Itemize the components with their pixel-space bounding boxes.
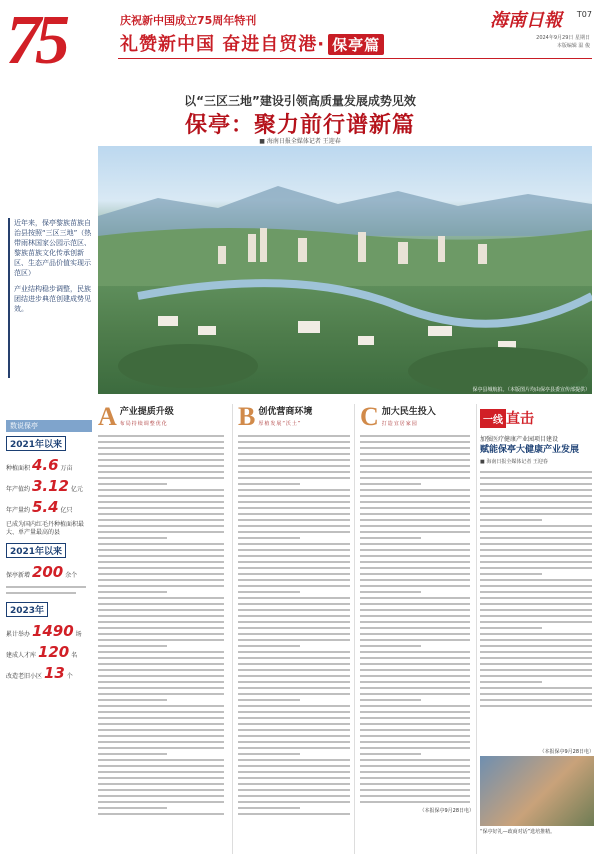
text-line xyxy=(98,717,224,719)
text-line xyxy=(480,639,592,641)
text-line xyxy=(98,597,224,599)
text-line xyxy=(98,651,224,653)
text-line xyxy=(480,477,592,479)
stat-item: 年产值约 3.12 亿元 xyxy=(6,477,83,495)
text-line xyxy=(238,603,350,605)
text-line xyxy=(480,615,592,617)
text-line xyxy=(480,633,592,635)
side-article-credit: （本报保亭9月28日电） xyxy=(539,749,594,755)
text-line xyxy=(360,639,470,641)
text-line xyxy=(238,675,350,677)
text-line xyxy=(360,657,470,659)
text-line xyxy=(98,543,224,545)
text-line xyxy=(98,639,224,641)
text-line xyxy=(480,651,592,653)
text-line xyxy=(480,645,592,647)
text-line xyxy=(480,579,592,581)
text-line xyxy=(238,699,300,701)
side-article-byline: ■ 海南日报全媒体记者 王迎春 xyxy=(480,459,548,465)
lead-paragraph: 产业结构稳步调整，民族团结进步典范创建成势见效。 xyxy=(14,285,91,313)
text-line xyxy=(360,507,470,509)
text-line xyxy=(480,705,592,707)
text-line xyxy=(238,801,350,803)
stat-note: 已成为国内红毛丹种植面积最大、单产量最高的县 xyxy=(6,521,85,536)
text-line xyxy=(480,603,592,605)
text-line xyxy=(98,621,224,623)
text-line xyxy=(238,693,350,695)
text-line xyxy=(480,585,592,587)
text-line xyxy=(98,645,167,647)
text-line xyxy=(98,537,167,539)
text-line xyxy=(360,771,470,773)
text-line xyxy=(238,555,350,557)
text-line xyxy=(238,597,350,599)
text-line xyxy=(360,555,470,557)
theme-main: 礼赞新中国 奋进自贸港· xyxy=(120,34,326,55)
text-line xyxy=(238,789,350,791)
text-line xyxy=(98,663,224,665)
article-kicker: 以“三区三地”建设引领高质量发展成势见效 xyxy=(184,94,416,108)
text-line xyxy=(238,705,350,707)
text-line xyxy=(98,777,224,779)
text-line xyxy=(238,735,350,737)
text-line xyxy=(238,729,350,731)
text-line xyxy=(98,699,167,701)
issue-meta xyxy=(536,34,590,50)
stat-item: 保亭新增 200 余个 xyxy=(6,563,78,581)
text-line xyxy=(360,747,470,749)
text-line xyxy=(98,579,224,581)
text-line xyxy=(238,639,350,641)
text-line xyxy=(360,591,421,593)
text-line xyxy=(360,489,470,491)
text-line xyxy=(98,765,224,767)
frontline-tag: 一线 xyxy=(480,409,506,428)
text-line xyxy=(98,789,224,791)
text-line xyxy=(360,519,470,521)
text-line xyxy=(360,717,470,719)
text-line xyxy=(360,465,470,467)
text-line xyxy=(238,711,350,713)
text-line xyxy=(480,471,592,473)
text-line xyxy=(238,471,350,473)
text-line xyxy=(238,765,350,767)
text-line xyxy=(360,663,470,665)
text-line xyxy=(98,495,224,497)
text-line xyxy=(238,561,350,563)
text-line xyxy=(98,783,224,785)
section-body xyxy=(238,435,366,815)
text-line xyxy=(98,771,224,773)
section-letter: C xyxy=(360,402,379,431)
text-line xyxy=(360,495,470,497)
text-line xyxy=(360,801,470,803)
text-line xyxy=(360,501,470,503)
column-divider xyxy=(476,404,477,854)
text-line xyxy=(98,723,224,725)
text-line xyxy=(360,627,470,629)
text-line xyxy=(360,543,470,545)
lead-summary xyxy=(8,218,92,378)
frontline-badge xyxy=(480,408,594,430)
text-line xyxy=(98,681,224,683)
text-line xyxy=(360,765,470,767)
text-line xyxy=(360,441,470,443)
text-line xyxy=(98,549,224,551)
section-title: 加大民生投入 xyxy=(381,407,436,417)
page-number: T07 xyxy=(576,10,592,19)
text-line xyxy=(360,669,470,671)
text-line xyxy=(480,495,592,497)
text-line xyxy=(360,471,470,473)
text-line xyxy=(360,693,470,695)
text-line xyxy=(360,753,421,755)
text-line xyxy=(360,729,470,731)
text-line xyxy=(360,483,421,485)
text-line xyxy=(98,525,224,527)
text-line xyxy=(480,663,592,665)
text-line xyxy=(98,447,224,449)
text-line xyxy=(98,801,224,803)
text-line xyxy=(98,675,224,677)
text-line xyxy=(98,471,224,473)
text-line xyxy=(480,591,592,593)
side-article-kicker: 加强医疗健康产业园项目建设 xyxy=(480,436,559,443)
text-line xyxy=(98,657,224,659)
text-line xyxy=(360,735,470,737)
aerial-photo xyxy=(98,146,592,394)
section-title: 产业提质升级 xyxy=(119,407,174,417)
text-line xyxy=(360,651,470,653)
text-line xyxy=(480,531,592,533)
text-line xyxy=(98,501,224,503)
text-line xyxy=(98,489,224,491)
photo-caption: 保亭县城航拍。（本版图片均由保亭县委宣传部提供） xyxy=(472,387,590,393)
text-line xyxy=(98,729,224,731)
text-line xyxy=(360,783,470,785)
stat-item: 种植面积 4.6 万亩 xyxy=(6,456,73,474)
lead-paragraph: 近年来，保亭黎族苗族自治县按照“三区三地”（热带雨林国家公园示范区、黎族苗族文化传承创新区、生态产品价值实现示范区） xyxy=(14,219,92,277)
text-line xyxy=(98,807,167,809)
text-line xyxy=(98,561,224,563)
text-line xyxy=(98,747,224,749)
side-photo-caption: “保亭好礼—政商对话”选培推精。 xyxy=(480,829,556,835)
text-line xyxy=(480,537,592,539)
text-line xyxy=(238,657,350,659)
text-line xyxy=(238,513,350,515)
text-line xyxy=(480,507,592,509)
text-line xyxy=(238,519,350,521)
text-line xyxy=(360,585,470,587)
text-line xyxy=(238,573,350,575)
anniversary-logo: 75 xyxy=(6,2,64,79)
text-line xyxy=(480,501,592,503)
text-line xyxy=(238,453,350,455)
text-line xyxy=(98,813,224,815)
text-line xyxy=(238,663,350,665)
text-line xyxy=(480,573,542,575)
text-line xyxy=(480,669,592,671)
text-line xyxy=(98,759,224,761)
text-line xyxy=(238,741,350,743)
text-line xyxy=(238,483,300,485)
side-article-photo xyxy=(480,756,594,826)
text-line xyxy=(238,771,350,773)
text-line xyxy=(480,657,592,659)
text-line xyxy=(98,693,224,695)
text-line xyxy=(98,465,224,467)
text-line xyxy=(480,699,592,701)
section-c xyxy=(360,404,474,814)
frontline-tag-2: 直击 xyxy=(506,412,534,427)
text-line xyxy=(98,555,224,557)
section-subtitle: 布局持续调整优化 xyxy=(119,421,168,427)
section-subtitle: 厚植发展“沃土” xyxy=(258,421,302,427)
text-line xyxy=(238,543,350,545)
text-line xyxy=(360,759,470,761)
text-line xyxy=(360,609,470,611)
text-line xyxy=(480,627,542,629)
text-line xyxy=(238,795,350,797)
text-line xyxy=(238,783,350,785)
text-line xyxy=(480,693,592,695)
text-line xyxy=(98,633,224,635)
side-article-body xyxy=(480,468,594,711)
article-byline: ■ 海南日报全媒体记者 王迎春 xyxy=(259,138,341,145)
text-line xyxy=(98,477,224,479)
text-line xyxy=(98,567,224,569)
text-line xyxy=(360,435,470,437)
text-line xyxy=(360,579,470,581)
issue-date: 2024年9月29日 星期日 xyxy=(536,35,590,41)
text-line xyxy=(360,615,470,617)
text-line xyxy=(238,813,350,815)
text-line xyxy=(98,669,224,671)
text-line xyxy=(238,435,350,437)
text-line xyxy=(360,795,470,797)
text-line xyxy=(238,609,350,611)
text-line xyxy=(360,573,470,575)
text-line xyxy=(360,567,470,569)
text-line xyxy=(360,645,421,647)
text-line xyxy=(360,675,470,677)
section-a xyxy=(98,404,226,819)
text-line xyxy=(360,723,470,725)
text-line xyxy=(98,591,167,593)
text-line xyxy=(360,687,470,689)
text-line xyxy=(238,585,350,587)
text-line xyxy=(238,777,350,779)
text-line xyxy=(238,495,350,497)
text-line xyxy=(360,513,470,515)
text-line xyxy=(480,567,592,569)
text-line xyxy=(480,675,592,677)
text-line xyxy=(480,525,592,527)
text-line xyxy=(98,531,224,533)
section-body xyxy=(98,435,226,815)
stat-item: 改造老旧小区 13 个 xyxy=(6,664,73,682)
text-line xyxy=(480,513,592,515)
text-line xyxy=(98,627,224,629)
text-line xyxy=(480,555,592,557)
side-article-title: 赋能保亭大健康产业发展 xyxy=(480,445,580,455)
section-b xyxy=(238,404,366,819)
text-line xyxy=(238,489,350,491)
section-body xyxy=(360,435,474,803)
text-line xyxy=(480,609,592,611)
article-title: 保亭：聚力前行谱新篇 xyxy=(184,113,415,138)
text-line xyxy=(360,603,470,605)
text-line xyxy=(98,507,224,509)
text-line xyxy=(238,807,300,809)
text-line xyxy=(238,627,350,629)
text-line xyxy=(98,711,224,713)
text-line xyxy=(360,597,470,599)
text-line xyxy=(360,789,470,791)
paper-name: 海南日報 xyxy=(490,10,562,30)
stat-item: 年产量约 5.4 亿只 xyxy=(6,498,73,516)
text-line xyxy=(238,591,300,593)
section-letter: A xyxy=(98,402,117,431)
text-line xyxy=(238,579,350,581)
text-line xyxy=(360,477,470,479)
text-line xyxy=(360,561,470,563)
text-line xyxy=(360,705,470,707)
text-line xyxy=(360,453,470,455)
text-line xyxy=(480,549,592,551)
text-line xyxy=(238,753,300,755)
aerial-photo-art xyxy=(98,146,592,394)
text-line xyxy=(480,687,592,689)
masthead-rule xyxy=(118,58,592,59)
text-line xyxy=(238,681,350,683)
text-line xyxy=(360,525,470,527)
stats-head: 2021年以来 xyxy=(6,543,66,558)
text-line xyxy=(360,447,470,449)
text-line xyxy=(480,597,592,599)
text-line xyxy=(98,435,224,437)
stats-head: 2023年 xyxy=(6,602,48,617)
text-line xyxy=(238,651,350,653)
text-line xyxy=(238,759,350,761)
text-line xyxy=(480,519,542,521)
theme-banner xyxy=(120,30,384,56)
text-line xyxy=(480,489,592,491)
text-line xyxy=(98,615,224,617)
text-line xyxy=(238,447,350,449)
stat-item: 建成人才库 120 名 xyxy=(6,643,78,661)
text-line xyxy=(98,609,224,611)
text-line xyxy=(480,621,592,623)
section-letter: B xyxy=(238,402,256,431)
text-line xyxy=(360,711,470,713)
stat-item: 累计举办 1490 场 xyxy=(6,622,82,640)
text-line xyxy=(238,537,300,539)
stats-block xyxy=(6,432,92,687)
text-line xyxy=(238,531,350,533)
article-credit: （本报保亭9月28日电） xyxy=(419,808,474,814)
section-subtitle: 打造宜居家园 xyxy=(381,421,418,427)
text-line xyxy=(98,687,224,689)
text-line xyxy=(98,441,224,443)
text-line xyxy=(238,633,350,635)
text-line xyxy=(98,795,224,797)
text-line xyxy=(238,717,350,719)
text-line xyxy=(238,441,350,443)
text-line xyxy=(238,465,350,467)
text-line xyxy=(238,687,350,689)
issue-editor: 本版编辑 温 俊 xyxy=(556,43,590,49)
text-line xyxy=(360,741,470,743)
text-line xyxy=(238,645,300,647)
text-line xyxy=(238,747,350,749)
text-line xyxy=(98,705,224,707)
text-line xyxy=(360,531,470,533)
text-line xyxy=(238,507,350,509)
text-line xyxy=(238,525,350,527)
text-line xyxy=(360,777,470,779)
text-line xyxy=(98,519,224,521)
sidebar-label: 数说保亭 xyxy=(6,420,92,432)
text-line xyxy=(360,621,470,623)
text-line xyxy=(360,459,470,461)
text-line xyxy=(98,753,167,755)
special-issue-title: 庆祝新中国成立75周年特刊 xyxy=(120,14,257,27)
text-line xyxy=(98,741,224,743)
text-line xyxy=(98,735,224,737)
text-line xyxy=(480,561,592,563)
text-line xyxy=(238,549,350,551)
column-divider xyxy=(354,404,355,854)
text-line xyxy=(480,543,592,545)
text-line xyxy=(238,621,350,623)
text-line xyxy=(360,699,421,701)
text-line xyxy=(238,477,350,479)
text-line xyxy=(238,501,350,503)
text-line xyxy=(98,603,224,605)
text-line xyxy=(98,483,167,485)
text-line xyxy=(98,573,224,575)
column-divider xyxy=(232,404,233,854)
text-line xyxy=(480,483,592,485)
text-line xyxy=(98,453,224,455)
text-line xyxy=(238,567,350,569)
theme-tag: 保亭篇 xyxy=(328,34,384,55)
text-line xyxy=(480,681,542,683)
text-line xyxy=(238,723,350,725)
text-line xyxy=(98,513,224,515)
stats-head: 2021年以来 xyxy=(6,436,66,451)
text-line xyxy=(360,537,421,539)
text-line xyxy=(360,633,470,635)
text-line xyxy=(238,459,350,461)
text-line xyxy=(98,585,224,587)
text-line xyxy=(238,615,350,617)
text-line xyxy=(98,459,224,461)
section-title: 创优营商环境 xyxy=(258,407,313,417)
text-line xyxy=(360,681,470,683)
text-line xyxy=(238,669,350,671)
text-line xyxy=(360,549,470,551)
